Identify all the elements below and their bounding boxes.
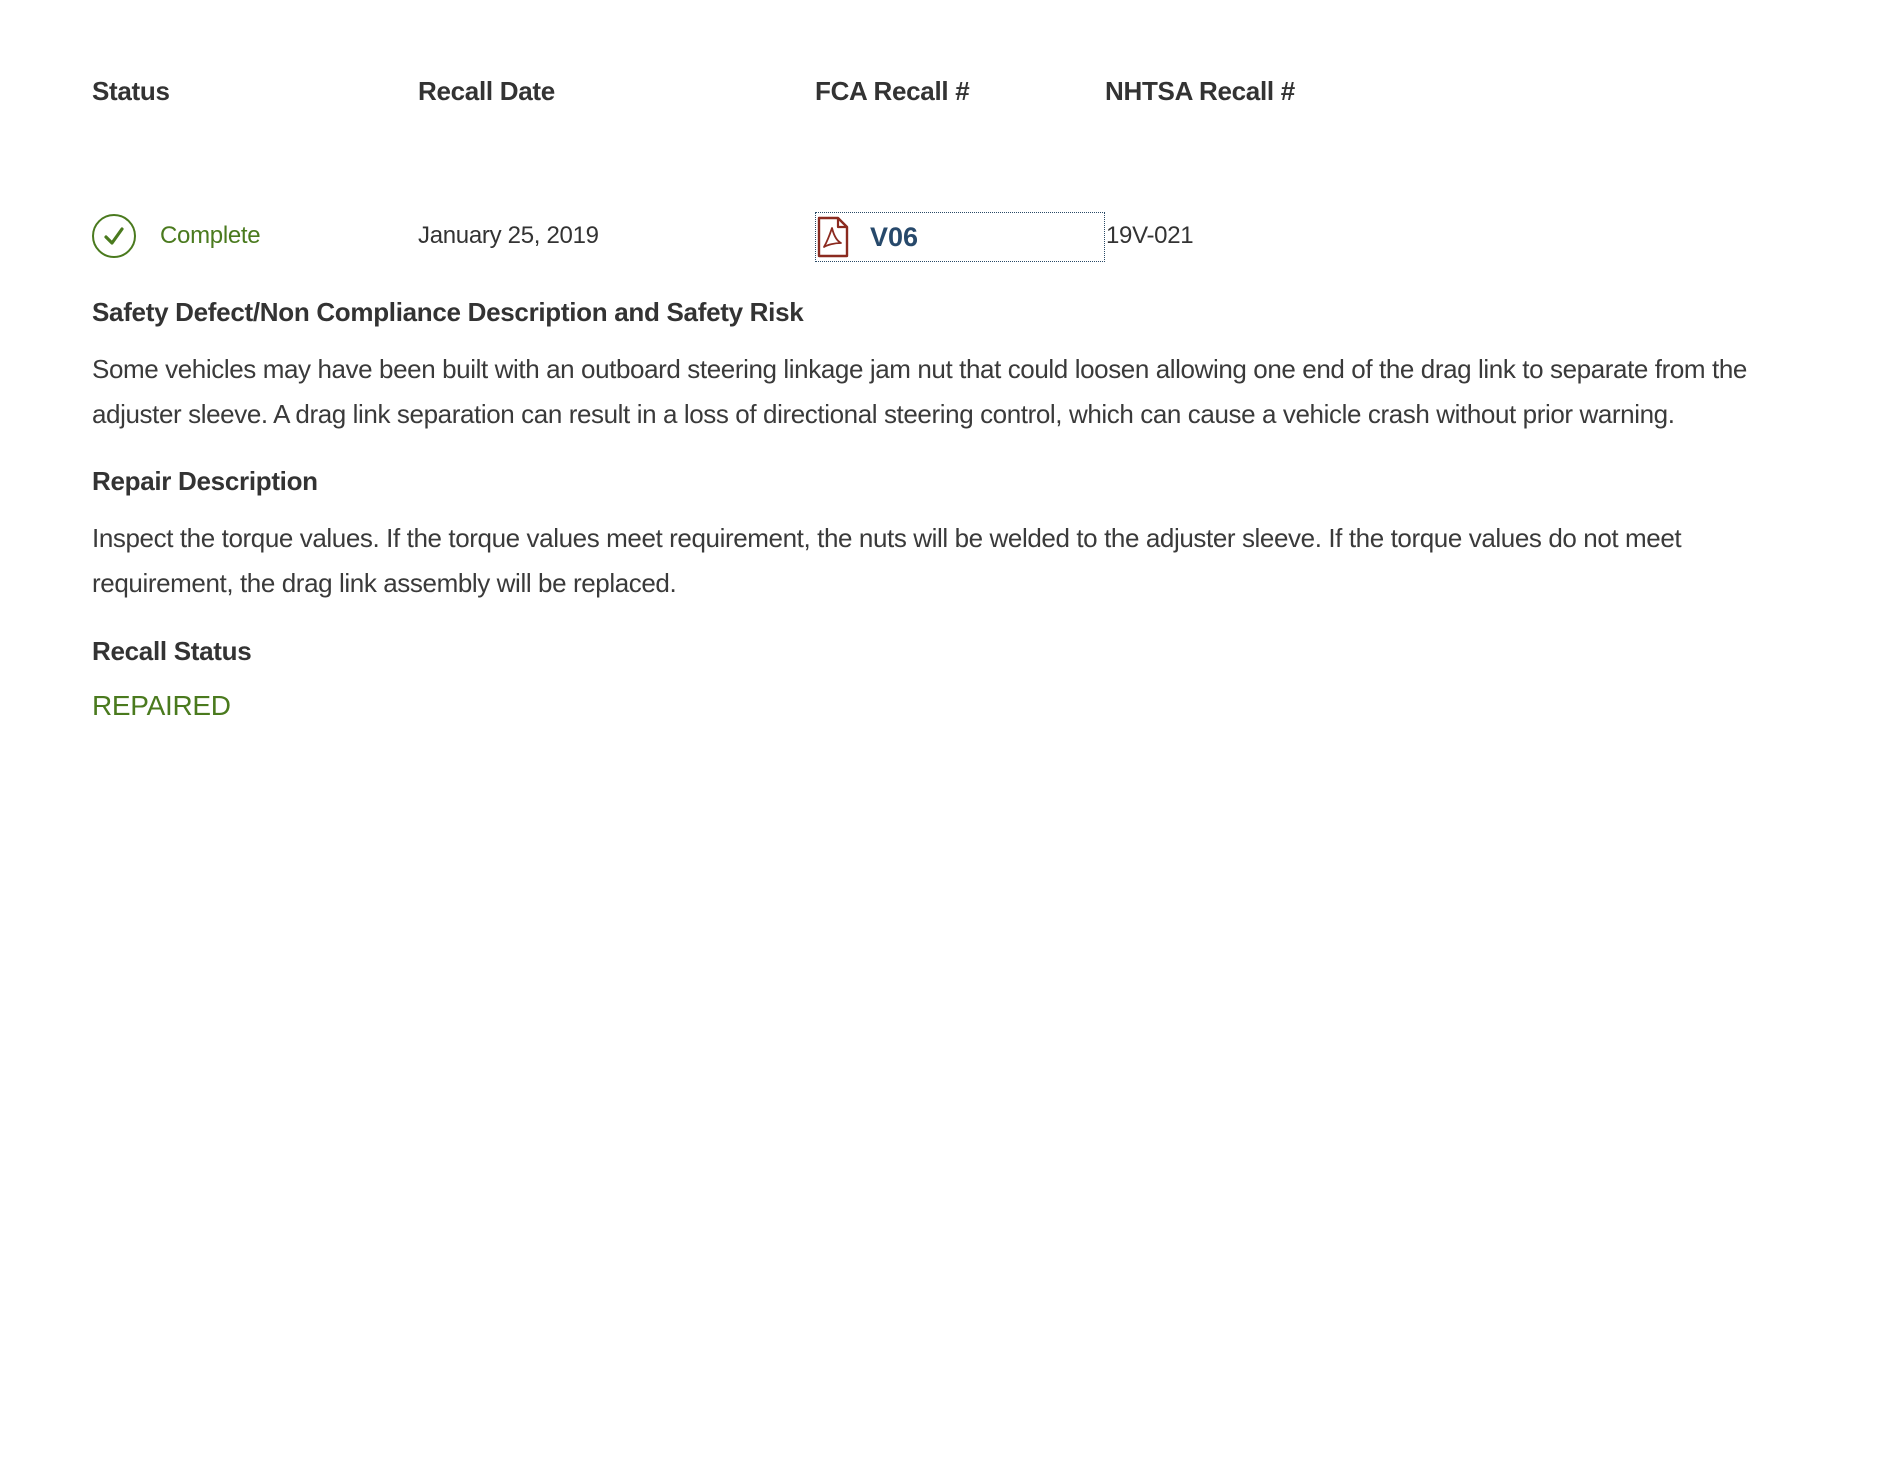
nhtsa-recall-value: 19V-021 bbox=[1106, 222, 1194, 249]
header-status: Status bbox=[92, 76, 170, 106]
safety-defect-description: Some vehicles may have been built with an outboard steering linkage jam nut that could loosen allowing one end of the drag link to separate from the adjuster sleeve. A drag link separation can result in a loss of directional steering control, which can cause a vehicle crash without prior warning. bbox=[92, 354, 1747, 429]
header-fca-recall: FCA Recall # bbox=[815, 76, 970, 106]
status-label: Complete bbox=[160, 222, 261, 249]
safety-defect-title: Safety Defect/Non Compliance Description and Safety Risk bbox=[92, 297, 804, 327]
recall-status-value: REPAIRED bbox=[92, 690, 231, 721]
repair-description-text: Inspect the torque values. If the torque values meet requirement, the nuts will be welded to the adjuster sleeve. If the torque values do not meet requirement, the drag link assembly will be replaced. bbox=[92, 523, 1682, 598]
recall-date-value: January 25, 2019 bbox=[418, 222, 599, 249]
pdf-icon bbox=[816, 215, 850, 259]
repair-description-title: Repair Description bbox=[92, 466, 318, 496]
fca-recall-link[interactable] bbox=[815, 212, 1105, 262]
check-circle-icon bbox=[92, 214, 136, 258]
recall-status-title: Recall Status bbox=[92, 636, 252, 666]
recall-table-row bbox=[0, 212, 1900, 264]
header-recall-date: Recall Date bbox=[418, 76, 555, 106]
fca-recall-number: V06 bbox=[870, 221, 919, 252]
recall-table-header bbox=[0, 76, 1900, 116]
status-cell bbox=[92, 212, 260, 260]
header-nhtsa-recall: NHTSA Recall # bbox=[1105, 76, 1295, 106]
